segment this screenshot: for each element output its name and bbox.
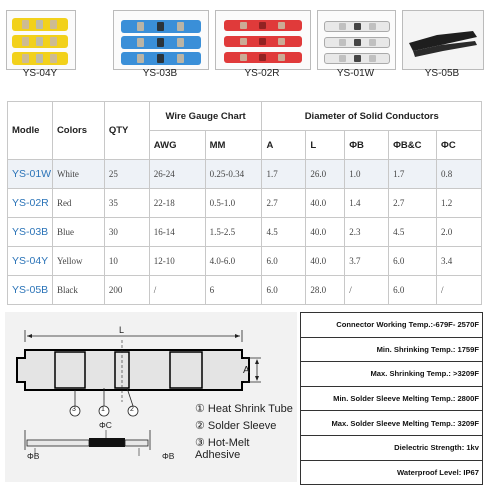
cell-a: 1.7 (262, 160, 306, 189)
header-colors: Colors (52, 102, 104, 160)
connector-diagram (5, 312, 297, 482)
cell-qty: 10 (104, 247, 149, 276)
product-image-ys-05b (402, 10, 484, 70)
header-model: Modle (8, 102, 53, 160)
cell-phic: 0.8 (437, 160, 482, 189)
product-caption: YS-04Y (22, 68, 58, 79)
product-caption: YS-05B (424, 68, 460, 79)
cell-phibc: 6.0 (389, 247, 437, 276)
product-caption: YS-01W (336, 68, 375, 79)
tube-blue (121, 52, 201, 65)
property-row (301, 386, 483, 411)
tube-blue (121, 20, 201, 33)
cell-phibc: 6.0 (389, 276, 437, 305)
callout-1: 1 (101, 406, 105, 413)
header-l: L (306, 131, 345, 160)
tube-yellow (12, 35, 68, 48)
legend-hot-melt-adhesive: ③ Hot-Melt Adhesive (195, 437, 250, 461)
property-row (301, 337, 483, 362)
cell-phib: 1.0 (345, 160, 389, 189)
product-caption: YS-03B (142, 68, 178, 79)
header-wire-gauge: Wire Gauge Chart (149, 102, 262, 131)
product-image-ys-04y (6, 10, 76, 70)
product-caption: YS-02R (244, 68, 280, 79)
table-row (8, 160, 482, 189)
cell-phic: 1.2 (437, 189, 482, 218)
header-a: A (262, 131, 306, 160)
cell-model: YS-04Y (8, 247, 53, 276)
cell-a: 4.5 (262, 218, 306, 247)
cell-mm: 4.0-6.0 (205, 247, 262, 276)
product-thumbnails (0, 0, 488, 86)
cell-qty: 30 (104, 218, 149, 247)
cell-model: YS-05B (8, 276, 53, 305)
property-working-temp: Connector Working Temp.:-679F- 2570F (336, 320, 479, 330)
property-row (301, 460, 483, 485)
cell-model: YS-02R (8, 189, 53, 218)
cell-phibc: 4.5 (389, 218, 437, 247)
phi-b-left-label: ΦB (27, 451, 40, 461)
header-qty: QTY (104, 102, 149, 160)
cell-phic: 2.0 (437, 218, 482, 247)
table-header-row (8, 102, 482, 131)
product-image-ys-02r (215, 10, 311, 70)
spec-table (7, 101, 482, 305)
cell-l: 40.0 (306, 247, 345, 276)
cell-phib: 2.3 (345, 218, 389, 247)
black-tube-image (403, 11, 483, 69)
header-phibc: ΦB&C (389, 131, 437, 160)
cell-color: Blue (52, 218, 104, 247)
cell-color: Red (52, 189, 104, 218)
cell-awg: 26-24 (149, 160, 205, 189)
header-mm: MM (205, 131, 262, 160)
table-row (8, 276, 482, 305)
properties-table (300, 312, 483, 485)
tube-white (324, 21, 390, 32)
cell-l: 40.0 (306, 189, 345, 218)
cell-model: YS-01W (8, 160, 53, 189)
callout-2: 2 (130, 406, 134, 413)
cell-color: Black (52, 276, 104, 305)
tube-red (224, 20, 302, 31)
cell-qty: 25 (104, 160, 149, 189)
product-image-ys-03b (113, 10, 209, 70)
tube-yellow (12, 18, 68, 31)
cell-phibc: 1.7 (389, 160, 437, 189)
property-row (301, 313, 483, 338)
property-row (301, 435, 483, 460)
header-phic: ΦC (437, 131, 482, 160)
cell-phib: 3.7 (345, 247, 389, 276)
header-diameter: Diameter of Solid Conductors (262, 102, 482, 131)
dimension-a-label: A (243, 365, 250, 376)
cell-awg: / (149, 276, 205, 305)
cell-color: Yellow (52, 247, 104, 276)
property-waterproof-level: Waterproof Level: IP67 (396, 467, 479, 477)
cell-a: 6.0 (262, 276, 306, 305)
table-row (8, 189, 482, 218)
tube-blue (121, 36, 201, 49)
cell-awg: 22-18 (149, 189, 205, 218)
cell-a: 2.7 (262, 189, 306, 218)
cell-color: White (52, 160, 104, 189)
dimension-l-label: L (119, 325, 125, 335)
table-row (8, 247, 482, 276)
header-awg: AWG (149, 131, 205, 160)
phi-c-label: ΦC (99, 420, 112, 430)
tube-red (224, 36, 302, 47)
legend-heat-shrink-tube: ① Heat Shrink Tube (195, 403, 293, 415)
cell-l: 26.0 (306, 160, 345, 189)
cell-phib: / (345, 276, 389, 305)
cell-model: YS-03B (8, 218, 53, 247)
cell-phib: 1.4 (345, 189, 389, 218)
cell-mm: 6 (205, 276, 262, 305)
tube-red (224, 52, 302, 63)
property-max-solder-melt: Max. Solder Sleeve Melting Temp.: 3209F (331, 418, 479, 428)
legend-solder-sleeve: ② Solder Sleeve (195, 420, 277, 432)
property-dielectric-strength: Dielectric Strength: 1kv (394, 443, 479, 453)
tube-white (324, 53, 390, 64)
cell-l: 28.0 (306, 276, 345, 305)
cell-l: 40.0 (306, 218, 345, 247)
header-phib: ΦB (345, 131, 389, 160)
property-max-shrink-temp: Max. Shrinking Temp.: >3209F (370, 369, 479, 379)
phi-b-right-label: ΦB (162, 451, 175, 461)
cell-phibc: 2.7 (389, 189, 437, 218)
tube-yellow (12, 52, 68, 65)
property-min-solder-melt: Min. Solder Sleeve Melting Temp.: 2800F (333, 394, 479, 404)
tube-white (324, 37, 390, 48)
property-row (301, 411, 483, 436)
cell-qty: 200 (104, 276, 149, 305)
cell-mm: 1.5-2.5 (205, 218, 262, 247)
callout-3: 3 (72, 406, 76, 413)
cell-mm: 0.5-1.0 (205, 189, 262, 218)
product-image-ys-01w (317, 10, 396, 70)
property-min-shrink-temp: Min. Shrinking Temp.: 1759F (376, 344, 479, 354)
property-row (301, 362, 483, 387)
cell-phic: 3.4 (437, 247, 482, 276)
table-row (8, 218, 482, 247)
cell-awg: 12-10 (149, 247, 205, 276)
cell-phic: / (437, 276, 482, 305)
cell-awg: 16-14 (149, 218, 205, 247)
cell-qty: 35 (104, 189, 149, 218)
cell-a: 6.0 (262, 247, 306, 276)
cell-mm: 0.25-0.34 (205, 160, 262, 189)
